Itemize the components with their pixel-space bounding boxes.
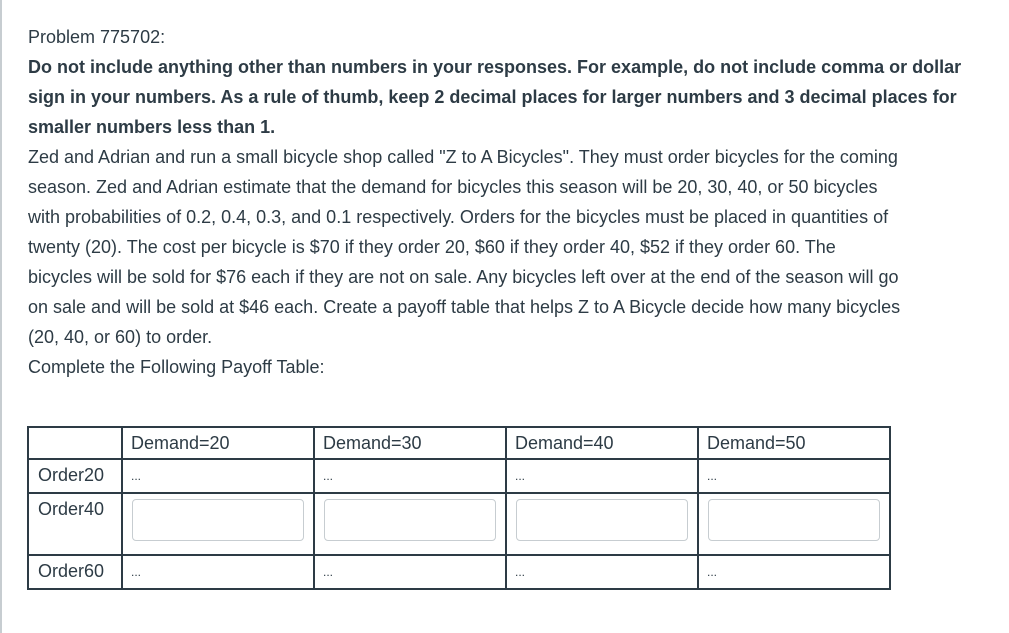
answer-cell[interactable] bbox=[506, 555, 698, 589]
table-row-order20 bbox=[28, 459, 890, 493]
table-header-row bbox=[28, 427, 890, 459]
body-line-2: season. Zed and Adrian estimate that the demand for bicycles this season will be 20, 30, 40, or 50 bicycles bbox=[28, 177, 878, 197]
answer-input[interactable] bbox=[324, 499, 496, 541]
column-header: Demand=40 bbox=[506, 427, 698, 459]
table-row-order40 bbox=[28, 493, 890, 555]
collapsed-answer-indicator[interactable]: ... bbox=[707, 565, 718, 579]
answer-input[interactable] bbox=[516, 499, 688, 541]
answer-cell[interactable] bbox=[314, 459, 506, 493]
answer-input[interactable] bbox=[132, 499, 304, 541]
collapsed-answer-indicator[interactable]: ... bbox=[131, 469, 142, 483]
answer-cell bbox=[122, 493, 314, 555]
table-corner-cell bbox=[28, 427, 122, 459]
answer-cell bbox=[698, 493, 890, 555]
collapsed-answer-indicator[interactable]: ... bbox=[515, 469, 526, 483]
problem-title: Problem 775702: bbox=[28, 27, 166, 47]
body-line-5: bicycles will be sold for $76 each if they are not on sale. Any bicycles left over at the end of the season will go bbox=[28, 267, 899, 287]
answer-cell bbox=[506, 493, 698, 555]
body-line-3: with probabilities of 0.2, 0.4, 0.3, and 0.1 respectively. Orders for the bicycles must be placed in quantities of bbox=[28, 207, 889, 227]
instruction-line-3: smaller numbers less than 1. bbox=[28, 117, 276, 137]
payoff-table bbox=[27, 426, 891, 590]
body-line-7: (20, 40, or 60) to order. bbox=[28, 327, 213, 347]
instruction-line-1: Do not include anything other than numbers in your responses. For example, do not include comma or dollar bbox=[28, 57, 962, 77]
row-label: Order40 bbox=[28, 493, 122, 555]
answer-cell[interactable] bbox=[698, 555, 890, 589]
table-prompt: Complete the Following Payoff Table: bbox=[28, 357, 325, 377]
answer-cell[interactable] bbox=[314, 555, 506, 589]
column-header: Demand=30 bbox=[314, 427, 506, 459]
body-line-1: Zed and Adrian and run a small bicycle shop called "Z to A Bicycles". They must order bicycles for the coming bbox=[28, 147, 898, 167]
body-line-4: twenty (20). The cost per bicycle is $70 if they order 20, $60 if they order 40, $52 if they order 60. The bbox=[28, 237, 836, 257]
collapsed-answer-indicator[interactable]: ... bbox=[515, 565, 526, 579]
answer-input[interactable] bbox=[708, 499, 880, 541]
answer-cell[interactable] bbox=[122, 459, 314, 493]
body-line-6: on sale and will be sold at $46 each. Create a payoff table that helps Z to A Bicycle decide how many bicycles bbox=[28, 297, 901, 317]
problem-content bbox=[28, 22, 993, 382]
instruction-line-2: sign in your numbers. As a rule of thumb, keep 2 decimal places for larger numbers and 3 decimal places for bbox=[28, 87, 957, 107]
answer-cell bbox=[314, 493, 506, 555]
table-row-order60 bbox=[28, 555, 890, 589]
answer-cell[interactable] bbox=[698, 459, 890, 493]
row-label: Order20 bbox=[28, 459, 122, 493]
row-label: Order60 bbox=[28, 555, 122, 589]
answer-cell[interactable] bbox=[506, 459, 698, 493]
answer-cell[interactable] bbox=[122, 555, 314, 589]
collapsed-answer-indicator[interactable]: ... bbox=[323, 469, 334, 483]
collapsed-answer-indicator[interactable]: ... bbox=[131, 565, 142, 579]
collapsed-answer-indicator[interactable]: ... bbox=[323, 565, 334, 579]
left-border bbox=[0, 0, 2, 633]
column-header: Demand=50 bbox=[698, 427, 890, 459]
column-header: Demand=20 bbox=[122, 427, 314, 459]
collapsed-answer-indicator[interactable]: ... bbox=[707, 469, 718, 483]
